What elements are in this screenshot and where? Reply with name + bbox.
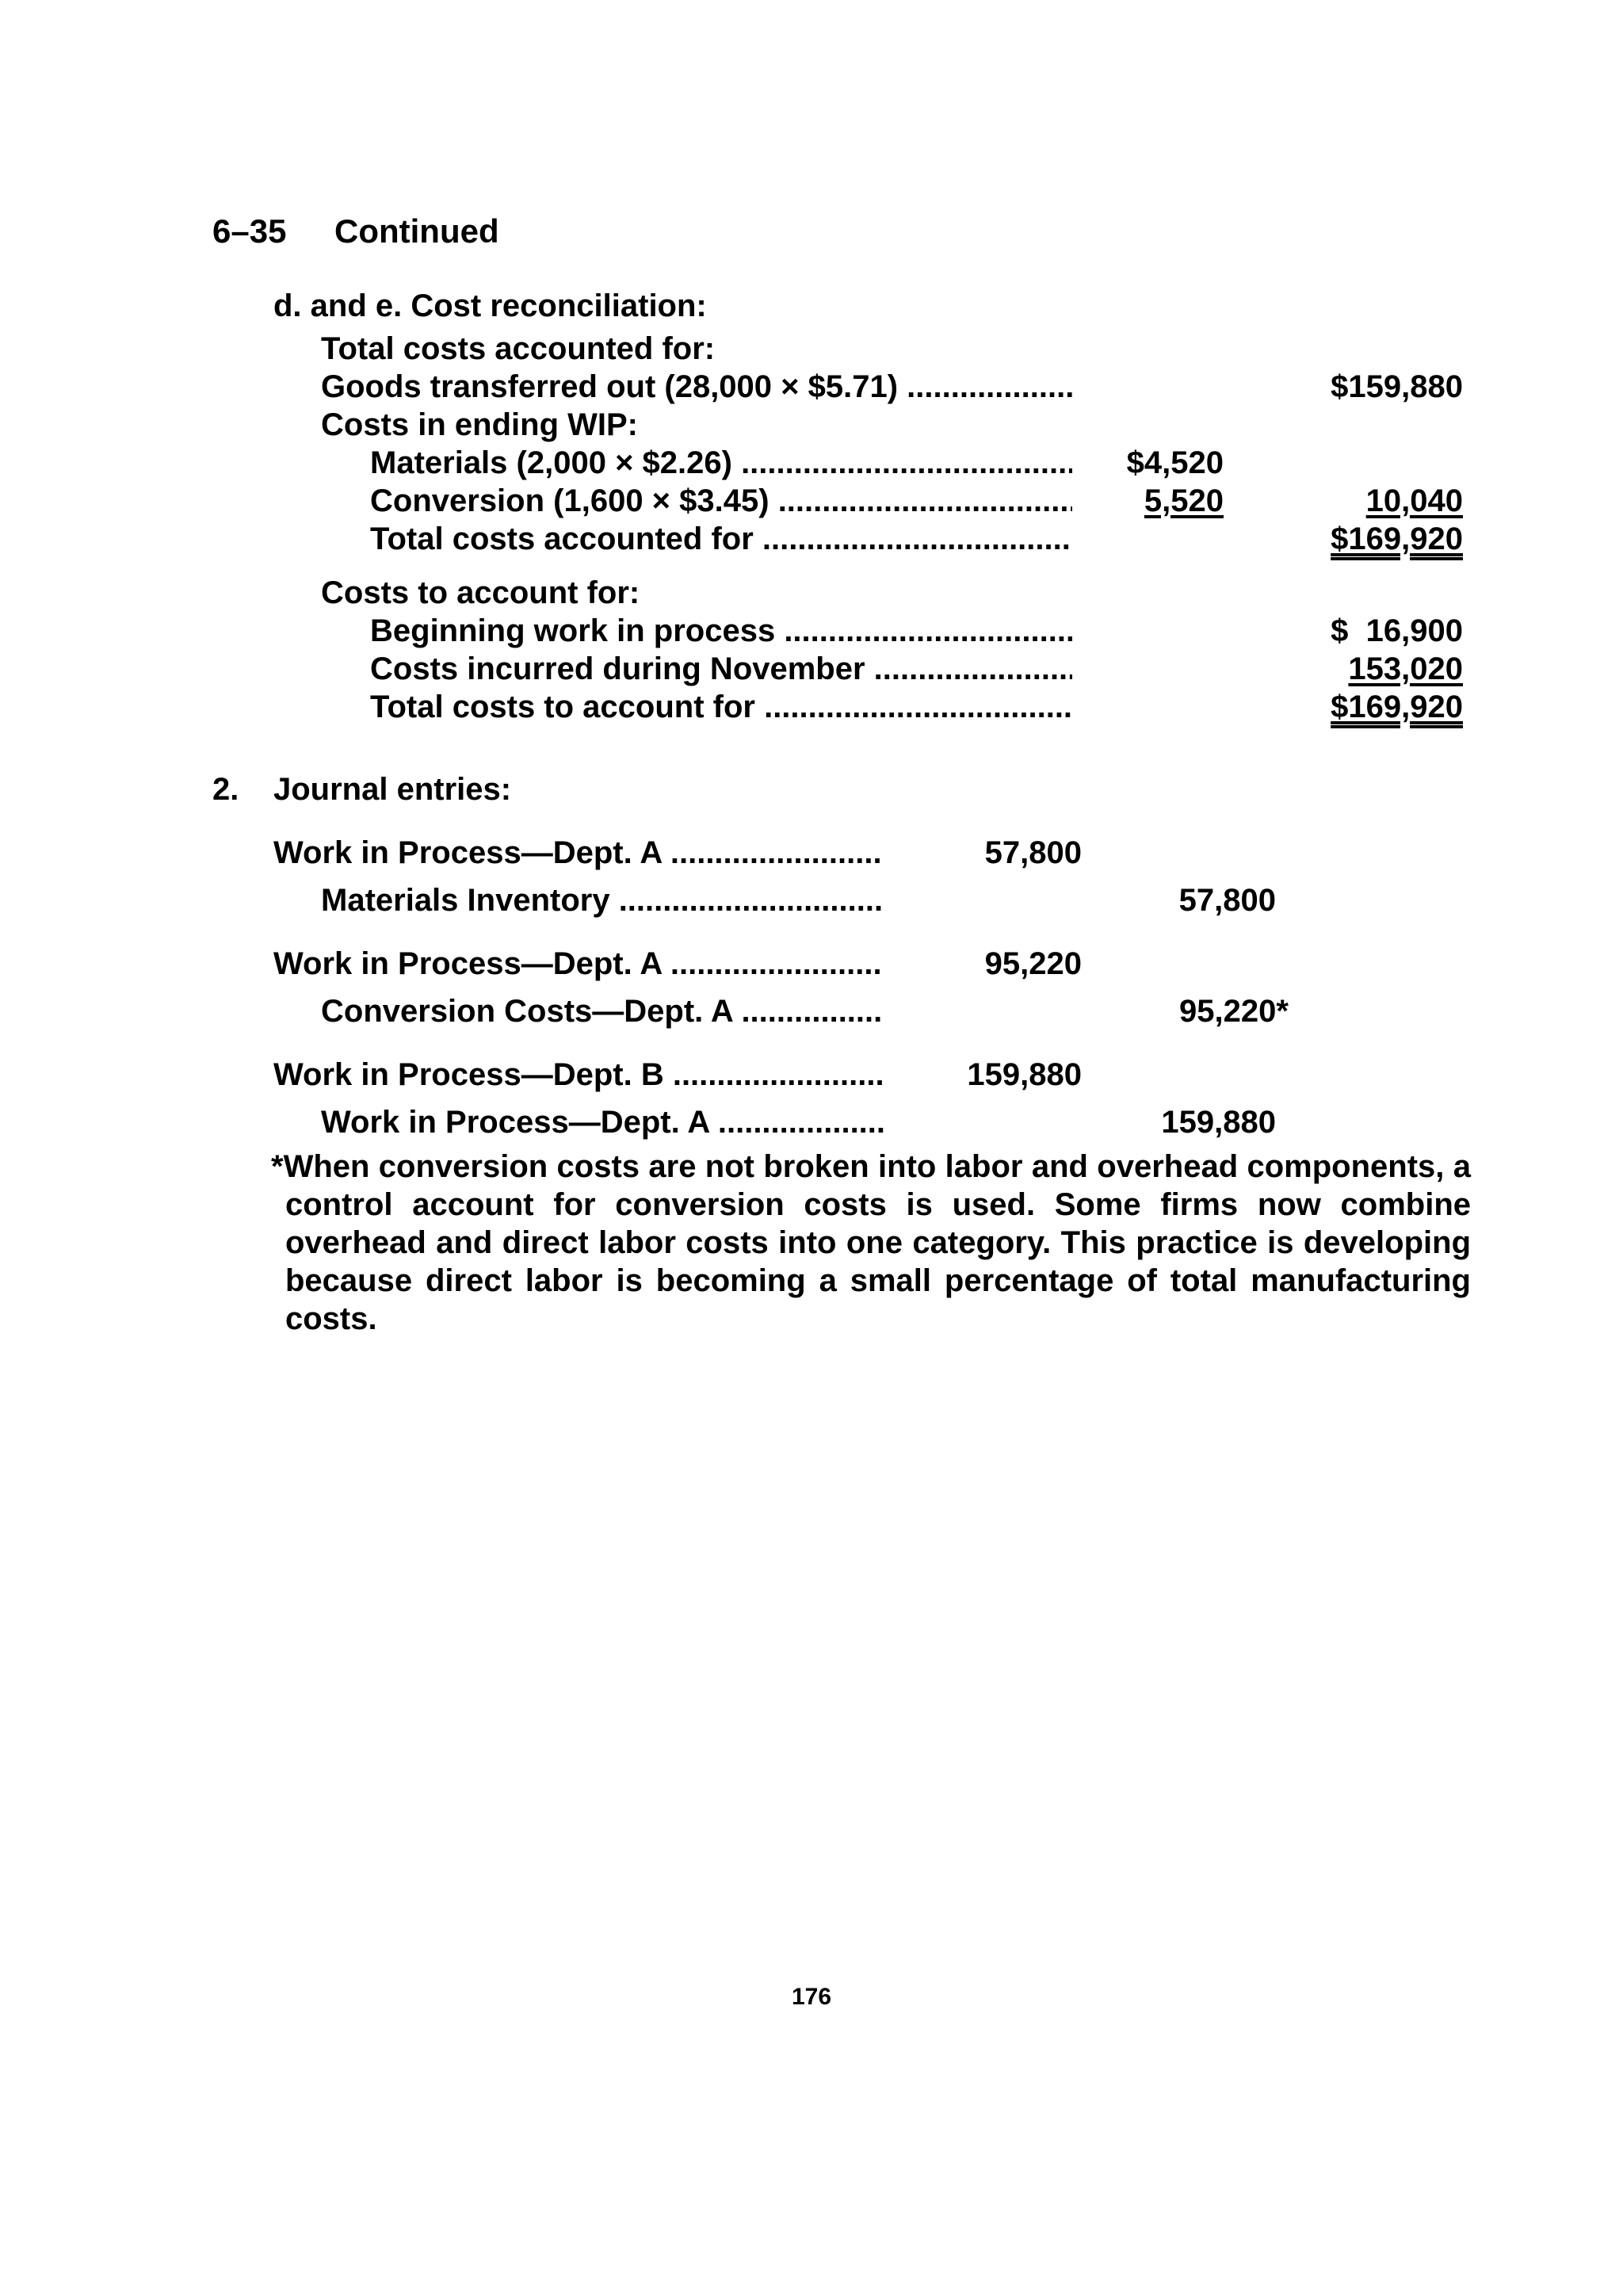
section-heading-de: d. and e. Cost reconciliation: [273,288,707,323]
wip-total: 10,040 [1365,483,1463,518]
goods-transferred-value: $159,880 [1331,369,1463,404]
part2-heading: Journal entries: [273,772,512,807]
journal-debit-amount: 57,800 [984,835,1082,870]
total-to-account-cell [1284,688,1463,726]
materials-value: $4,520 [1126,445,1224,480]
journal-debit-amount: 95,220 [984,946,1082,981]
journal-debit-account: Work in Process—Dept. B ..... [273,1056,884,1094]
journal-credit-amount: 159,880 [1161,1105,1276,1140]
journal-credit-amount: 57,800 [1178,883,1276,918]
beginning-wip-value: $ 16,900 [1331,613,1463,648]
journal-credit-account: Work in Process—Dept. A ..... [321,1103,884,1141]
wip-heading: Costs in ending WIP: [321,407,638,442]
problem-number: 6–35 [212,212,287,250]
total-accounted-label: Total costs accounted for ..... [370,520,1072,558]
accounted-heading: Total costs accounted for: [321,331,716,366]
costs-incurred-value: 153,020 [1348,651,1463,686]
wip-total-cell [1316,482,1463,520]
journal-credit-account: Conversion Costs—Dept. A ..... [321,992,884,1030]
total-to-account-value: $169,920 [1331,690,1463,724]
page-number: 176 [791,1984,832,2010]
total-accounted-value: $169,920 [1331,521,1463,556]
journal-debit-account: Work in Process—Dept. A ..... [273,834,884,872]
conversion-value: 5,520 [1144,483,1224,518]
total-to-account-label: Total costs to account for ..... [370,688,1072,726]
goods-transferred-label: Goods transferred out (28,000 × $5.71) ..... [321,368,1072,406]
beginning-wip-label: Beginning work in process ..... [370,612,1072,650]
conversion-label: Conversion (1,600 × $3.45) ..... [370,482,1072,520]
to-account-heading: Costs to account for: [321,575,640,610]
costs-incurred-label: Costs incurred during November ..... [370,650,1072,688]
footnote: *When conversion costs are not broken into labor and overhead components, a control account for conversion costs is used. Some firms now combine overhead and direct labor costs into one category. This practice is developing because direct labor is becoming a small percentage of total manufacturing costs. [271,1149,1471,1336]
problem-title: Continued [334,212,499,250]
journal-debit-account: Work in Process—Dept. A ..... [273,945,884,983]
materials-label: Materials (2,000 × $2.26) ..... [370,444,1072,482]
total-accounted-cell [1284,520,1463,558]
journal-credit-account: Materials Inventory ..... [321,881,884,919]
conversion-value-cell [1125,482,1224,520]
costs-incurred-cell [1284,650,1463,688]
part2-number: 2. [212,772,239,807]
journal-credit-amount: 95,220* [1179,994,1289,1029]
journal-debit-amount: 159,880 [967,1057,1082,1092]
